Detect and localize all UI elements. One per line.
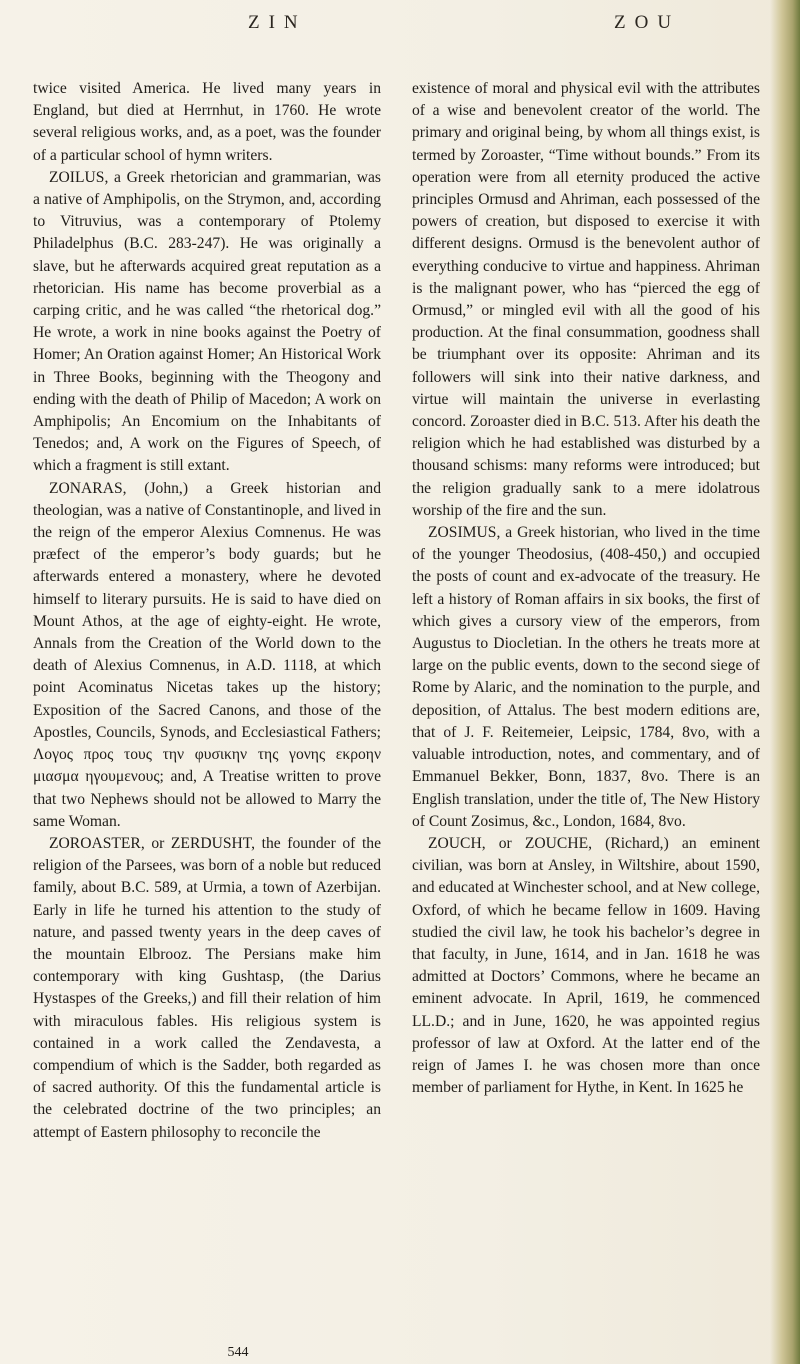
running-head-left: ZIN [248,12,307,33]
entry-zoilus: ZOILUS, a Greek rhetorician and grammarian, was a native of Amphipolis, on the Strymon, and, according to Vitruvius, was a contemporary of Ptolemy Philadelphus (B.C. 283-247). He was originally a slave, but he afterwards acquired great reputation as a rhetorician. His name has become proverbial as a carping critic, and he was called “the rhetorical dog.” He wrote, a work in nine books against the Poetry of Homer; An Oration against Homer; An Historical Work in Three Books, beginning with the Theogony and ending with the death of Philip of Macedon; A work on Amphipolis; An Encomium on the Inhabitants of Tenedos; and, A work on the Figures of Speech, of which a fragment is still extant. [33,168,381,475]
entry-zosimus: ZOSIMUS, a Greek historian, who lived in the time of the younger Theodosius, (408-450,) and occupied the posts of count and ex-advocate of the treasury. He left a history of Roman affairs in six books, the first of which gives a cursory view of the emperors, from Augustus to Diocletian. In the others he treats more at large on the public events, down to the second siege of Rome by Alaric, and the nomination to the purple, and deposition, of Attalus. The best modern editions are, that of J. F. Reitemeier, Leipsic, 1784, 8vo, with a valuable introduction, notes, and commentary, and of Emmanuel Bekker, Bonn, 1837, 8vo. There is an English translation, under the title of, The New History of Count Zosimus, &c., London, 1684, 8vo. [412,524,760,830]
entry-zinzendorf-continued: twice visited America. He lived many years in England, but died at Herrnhut, in 1760. He wrote several religious works, and, as a poet, was the founder of a particular school of hymn writers. [33,80,381,164]
entry-zoroaster-continued: existence of moral and physical evil with the attributes of a wise and benevolent creator of the world. The primary and original being, by whom all things exist, is termed by Zoroaster, “Time without bounds.” From its operation were from all eternity produced the active principles Ormusd and Ahriman, each possessed of the powers of creation, but disposed to exercise it with different designs. Ormusd is the benevolent author of everything conducive to virtue and happiness. Ahriman is the malignant power, who has “pierced the egg of Ormusd,” or mingled evil with all the good of his production. At the final consummation, goodness shall be triumphant over its opposite: Ahriman and its followers will sink into their native darkness, and virtue will maintain the universe in everlasting concord. Zoroaster died in B.C. 513. After his death the religion which he had established was disturbed by a thousand schisms: many reforms were introduced; but the religion gradually sank to a mere idolatrous worship of the fire and the sun. [412,80,760,519]
page-number: 544 [227,1345,249,1360]
left-column [33,78,381,1144]
page-edge-shadow [770,0,800,1364]
entry-zoroaster: ZOROASTER, or ZERDUSHT, the founder of the religion of the Parsees, was born of a noble but reduced family, about B.C. 589, at Urmia, a town of Azerbijan. Early in life he turned his attention to the study of nature, and passed twenty years in the deep caves of the mountain Elbrooz. The Persians make him contemporary with king Gushtasp, (the Darius Hystaspes of the Greeks,) and fill their relation of him with miraculous fables. His religious system is contained in a work called the Zendavesta, a compendium of which is the Sadder, both regarded as of sacred authority. Of this the fundamental article is the celebrated doctrine of the two principles; an attempt of Eastern philosophy to reconcile the [33,834,381,1141]
entry-zouch: ZOUCH, or ZOUCHE, (Richard,) an eminent civilian, was born at Ansley, in Wiltshire, about 1590, and educated at Winchester school, and at New college, Oxford, of which he became fellow in 1609. Having studied the civil law, he took his bachelor’s degree in that faculty, in June, 1614, and in Jan. 1618 he was admitted at Doctors’ Commons, where he became an eminent advocate. In April, 1619, he commenced LL.D.; and in June, 1620, he was appointed regius professor of law at Oxford. At the latter end of the reign of James I. he was chosen more than once member of parliament for Hythe, in Kent. In 1625 he [412,834,760,1097]
right-column [412,78,760,1099]
running-head-right: ZOU [614,12,681,33]
entry-zonaras: ZONARAS, (John,) a Greek historian and theologian, was a native of Constantinople, and lived in the reign of the emperor Alexius Comnenus. He was præfect of the emperor’s body guards; but he afterwards entered a monastery, where he devoted himself to literary pursuits. He is said to have died on Mount Athos, at the age of eighty-eight. He wrote, Annals from the Creation of the World down to the death of Alexius Comnenus, in A.D. 1118, at which point Acominatus Nicetas takes up the history; Exposition of the Sacred Canons, and those of the Apostles, Councils, Synods, and Ecclesiastical Fathers; Λογος προς τους την φυσικην της γονης εκροην μιασμα ηγουμενους; and, A Treatise written to prove that two Nephews should not be allowed to Marry the same Woman. [33,479,381,830]
